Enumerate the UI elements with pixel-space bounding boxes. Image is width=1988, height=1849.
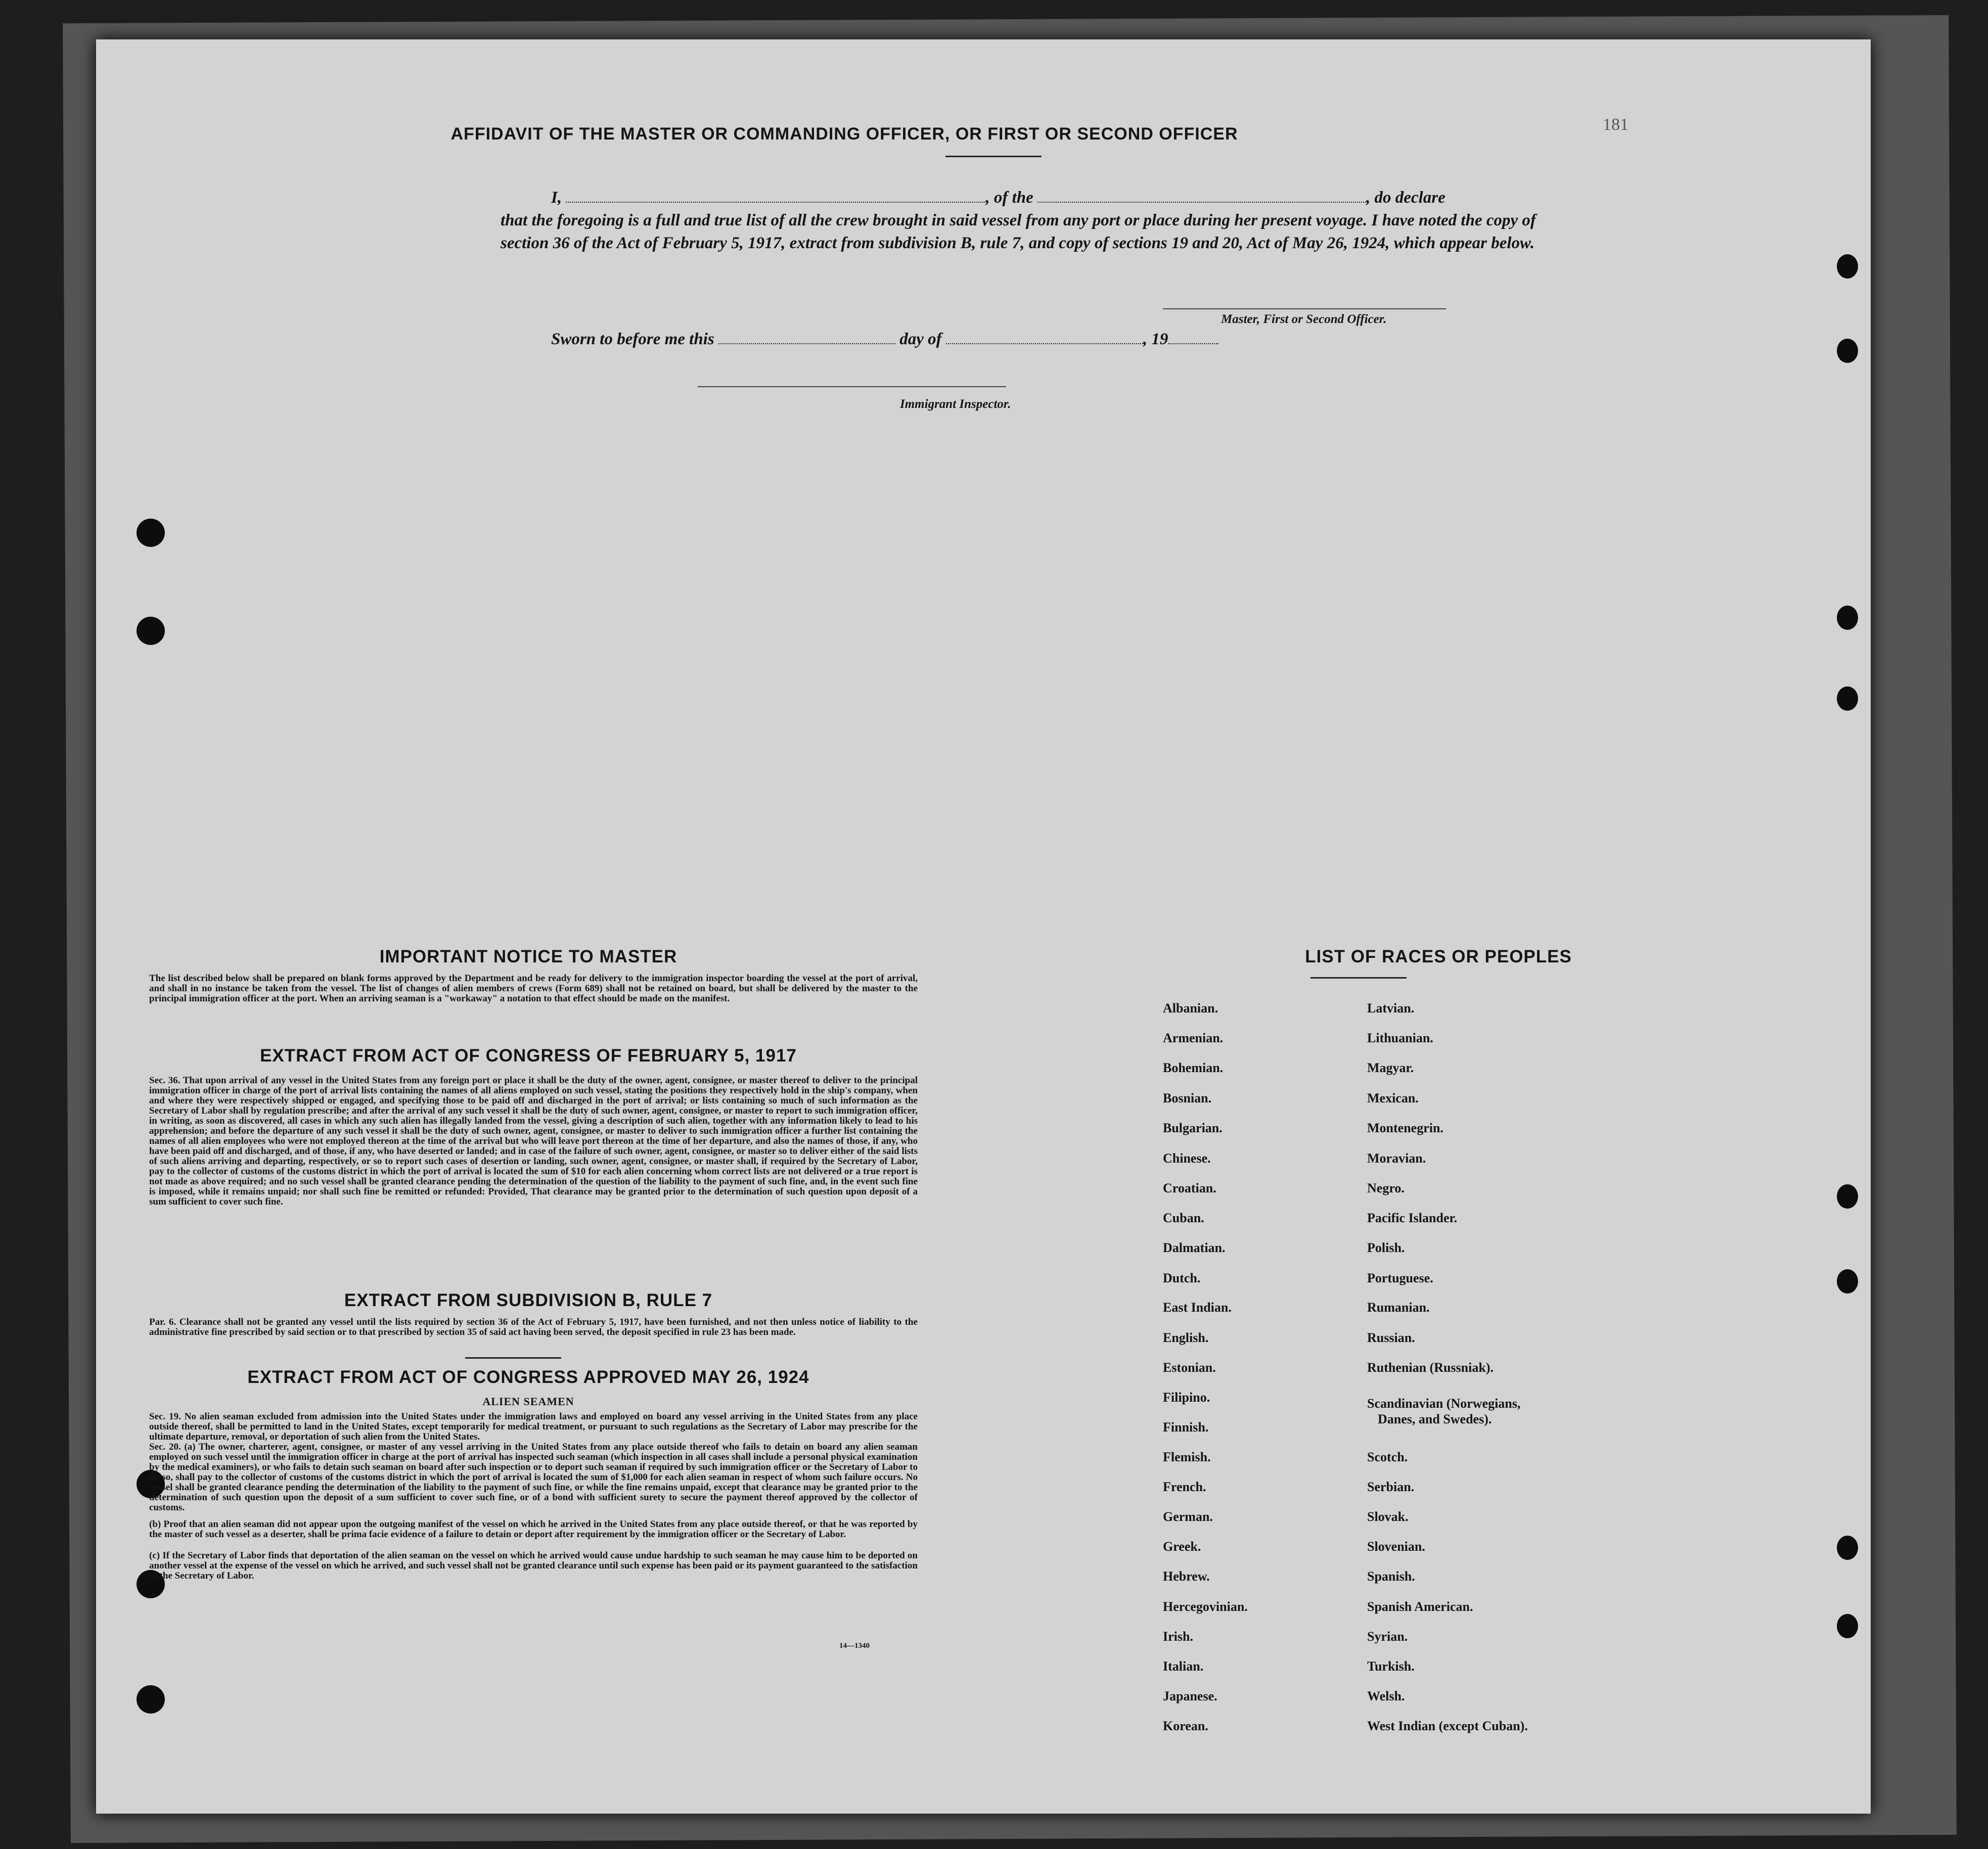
race-item: Magyar. xyxy=(1367,1060,1414,1075)
punch-hole xyxy=(1837,1269,1858,1293)
races-rule xyxy=(1311,977,1407,979)
race-item: Bosnian. xyxy=(1163,1091,1212,1105)
race-item: Estonian. xyxy=(1163,1360,1216,1375)
race-item: Lithuanian. xyxy=(1367,1031,1433,1045)
races-title: LIST OF RACES OR PEOPLES xyxy=(1305,947,1572,966)
extract-1917-body: Sec. 36. That upon arrival of any vessel in the United States from any foreign port or place it shall be the duty of the owner, agent, consignee, or master thereof to deliver to the principal immigration officer in charge of the port of arrival lists containing the names of all aliens employed on such vessel, stating the positions they respectively hold in the ship's company, when and where they were respectively shipped or engaged, and specifying those to be paid off and discharged in the port of arrival; or lists containing so much of such information as the Secretary of Labor shall by regulation prescribe; and after the arrival of any such vessel it shall be the duty of such owner, agent, consignee, or master to report to such immigration officer, in writing, as soon as discovered, all cases in which any such alien has illegally landed from the vessel, giving a description of such alien, together with any information likely to lead to his apprehension; and before the departure of any such vessel it shall be the duty of such owner, agent, consignee, or master to deliver to such immigration officer a further list containing the names of all alien employees who were not employed thereon at the time of the arrival but who will leave port thereon at the time of her departure, and also the names of those, if any, who have been paid off and discharged, and of those, if any, who have deserted or landed; and in case of the failure of such owner, agent, consignee, or master so to deliver either of the said lists of such aliens arriving and departing, respectively, or so to report such cases of desertion or landing, such owner, agent, consignee, or master shall, if required by the Secretary of Labor, pay to the collector of customs of the customs district in which the port of arrival is located the sum of $10 for each alien concerning whom correct lists are not delivered or a true report is not made as above required; and no such vessel shall be granted clearance pending the determination of the question of the liability to the payment of such fine, and, in the event such fine is imposed, while it remains unpaid; nor shall such fine be remitted or refunded: Provided, That clearance may be granted prior to the determination of such question upon deposit of a sum sufficient to cover such fine. xyxy=(149,1075,918,1207)
affidavit-title: AFFIDAVIT OF THE MASTER OR COMMANDING OFFICER, OR FIRST OR SECOND OFFICER xyxy=(450,124,1238,144)
punch-hole xyxy=(1837,686,1858,711)
punch-hole xyxy=(137,617,165,645)
race-item: Armenian. xyxy=(1163,1031,1224,1045)
notice-body: The list described below shall be prepared on blank forms approved by the Department and be ready for delivery to the immigration inspector boarding the vessel at the port of arrival, and shall in no instance be taken from the vessel. The list of changes of alien members of crews (Form 689) shall not be retained on board, but shall be delivered by the master to the principal immigration officer at the port. When an arriving seaman is a "workaway" a notation to that effect should be made on the manifest. xyxy=(149,973,918,1004)
race-item: Bohemian. xyxy=(1163,1060,1224,1075)
punch-hole xyxy=(137,519,165,547)
race-item: Portuguese. xyxy=(1367,1271,1433,1285)
race-item: Pacific Islander. xyxy=(1367,1211,1458,1225)
race-item: Dutch. xyxy=(1163,1271,1201,1285)
race-item: Scandinavian (Norwegians, xyxy=(1367,1396,1521,1411)
sworn-month-blank[interactable] xyxy=(946,343,1143,344)
race-item: Turkish. xyxy=(1367,1659,1415,1674)
form-number: 14—1340 xyxy=(839,1642,870,1650)
document-page xyxy=(96,39,1871,1814)
notice-title: IMPORTANT NOTICE TO MASTER xyxy=(379,947,677,966)
affidavit-body: that the foregoing is a full and true list of all the crew brought in said vessel from any port or place during her present voyage. I have noted the copy of section 36 of the Act of February 5, 1917, extract from subdivision B, rule 7, and copy of sections 19 and 20, Act of May 26, 1924, which appear below. xyxy=(501,211,1536,252)
race-item: French. xyxy=(1163,1480,1206,1494)
alien-seamen-heading: ALIEN SEAMEN xyxy=(482,1395,574,1408)
master-signature-line[interactable] xyxy=(1163,308,1446,309)
race-item: Slovenian. xyxy=(1367,1539,1425,1554)
race-item: Hercegovinian. xyxy=(1163,1599,1248,1614)
race-item: Syrian. xyxy=(1367,1629,1408,1644)
race-item: Finnish. xyxy=(1163,1420,1209,1435)
race-item: Italian. xyxy=(1163,1659,1204,1674)
year-label: , 19 xyxy=(1143,330,1168,348)
race-item: Moravian. xyxy=(1367,1151,1426,1166)
inspector-signature-label: Immigrant Inspector. xyxy=(900,397,1011,411)
affidavit-declaration-line xyxy=(551,189,1445,207)
sec20a-body: Sec. 20. (a) The owner, charterer, agent, consignee, or master of any vessel arriving in the United States from any place outside thereof who fails to detain on board any alien seaman employed on such vessel until the immigration officer in charge at the port of arrival has inspected such seaman (which inspection in all cases shall include a personal physical examination by the medical examiners), or who fails to detain such seaman on board after such inspection or to deport such seaman if required by such immigration officer or the Secretary of Labor to do so, shall pay to the collector of customs of the customs district in which the port of arrival is located the sum of $1,000 for each alien seaman in respect of whom such failure occurs. No vessel shall be granted clearance pending the determination of the liability to the payment of such fine, or while the fine remains unpaid, except that clearance may be granted prior to the determination of such question upon the deposit of a sum sufficient to cover such fine, or of a bond with sufficient surety to secure the payment thereof approved by the collector of customs. xyxy=(149,1442,918,1513)
punch-hole xyxy=(1837,1614,1858,1638)
do-declare-label: , do declare xyxy=(1366,189,1445,207)
extract-1917-title: EXTRACT FROM ACT OF CONGRESS OF FEBRUARY 5, 1917 xyxy=(260,1046,797,1066)
race-item: Latvian. xyxy=(1367,1001,1415,1015)
sworn-year-blank[interactable] xyxy=(1168,343,1218,344)
race-item: Greek. xyxy=(1163,1539,1201,1554)
master-signature-label: Master, First or Second Officer. xyxy=(1221,312,1387,326)
race-item: Danes, and Swedes). xyxy=(1378,1412,1492,1426)
race-item: Mexican. xyxy=(1367,1091,1419,1105)
race-item: Hebrew. xyxy=(1163,1569,1210,1584)
title-rule xyxy=(945,156,1042,157)
sec19-body: Sec. 19. No alien seaman excluded from admission into the United States under the immigration laws and employed on board any vessel arriving in the United States from any place outside thereof, shall be permitted to land in the United States, except temporarily for medical treatment, or pursuant to such regulations as the Secretary of Labor may prescribe for the ultimate departure, removal, or deportation of such alien from the United States. xyxy=(149,1411,918,1442)
race-item: Scotch. xyxy=(1367,1450,1408,1464)
race-item: Russian. xyxy=(1367,1330,1415,1345)
punch-hole xyxy=(137,1685,165,1714)
race-item: Irish. xyxy=(1163,1629,1193,1644)
punch-hole xyxy=(1837,254,1858,279)
sworn-line xyxy=(551,330,1218,349)
race-item: Ruthenian (Russniak). xyxy=(1367,1360,1494,1375)
punch-hole xyxy=(1837,1536,1858,1560)
race-item: Spanish American. xyxy=(1367,1599,1473,1614)
sec20b-body: (b) Proof that an alien seaman did not appear upon the outgoing manifest of the vessel on which he arrived in the United States from any place outside thereof, or that he was reported by the master of such vessel as a deserter, shall be prima facie evidence of a failure to detain or deport after requirement by the immigration officer or the Secretary of Labor. xyxy=(149,1519,918,1540)
sworn-label: Sworn to before me this xyxy=(551,330,714,348)
section-rule xyxy=(465,1357,561,1359)
race-item: Dalmatian. xyxy=(1163,1240,1226,1255)
race-item: Spanish. xyxy=(1367,1569,1415,1584)
name-blank[interactable] xyxy=(566,202,985,203)
race-item: Serbian. xyxy=(1367,1480,1415,1494)
punch-hole xyxy=(1837,1184,1858,1209)
race-item: Croatian. xyxy=(1163,1181,1216,1195)
day-of-label: day of xyxy=(899,330,942,348)
inspector-signature-line[interactable] xyxy=(698,386,1006,387)
race-item: Welsh. xyxy=(1367,1689,1405,1703)
vessel-blank[interactable] xyxy=(1037,202,1366,203)
page-number: 181 xyxy=(1603,115,1629,134)
race-item: Albanian. xyxy=(1163,1001,1218,1015)
race-item: West Indian (except Cuban). xyxy=(1367,1719,1528,1733)
race-item: English. xyxy=(1163,1330,1209,1345)
extract-1924-title: EXTRACT FROM ACT OF CONGRESS APPROVED MAY 26, 1924 xyxy=(247,1367,809,1387)
extract-rule7-body: Par. 6. Clearance shall not be granted any vessel until the lists required by section 36 of the Act of February 5, 1917, have been furnished, and not then unless notice of liability to the administrative fine prescribed by said section or to that prescribed by section 35 of said act having been served, the deposit specified in rule 23 has been made. xyxy=(149,1317,918,1337)
race-item: Japanese. xyxy=(1163,1689,1217,1703)
race-item: Filipino. xyxy=(1163,1390,1210,1405)
race-item: German. xyxy=(1163,1509,1213,1524)
race-item: Rumanian. xyxy=(1367,1300,1430,1315)
punch-hole xyxy=(1837,606,1858,630)
i-label: I, xyxy=(551,189,562,207)
race-item: Bulgarian. xyxy=(1163,1121,1223,1135)
race-item: Montenegrin. xyxy=(1367,1121,1443,1135)
race-item: Chinese. xyxy=(1163,1151,1211,1166)
race-item: Cuban. xyxy=(1163,1211,1204,1225)
sec20c-body: (c) If the Secretary of Labor finds that deportation of the alien seaman on the vessel on which he arrived would cause undue hardship to such seaman he may cause him to be deported on another vessel at the expense of the vessel on which he arrived, and such vessel shall not be granted clearance until such expense has been paid or its payment guaranteed to the satisfaction of the Secretary of Labor. xyxy=(149,1550,918,1581)
race-item: Korean. xyxy=(1163,1719,1208,1733)
punch-hole xyxy=(1837,339,1858,363)
of-the-label: , of the xyxy=(985,189,1033,207)
extract-rule7-title: EXTRACT FROM SUBDIVISION B, RULE 7 xyxy=(344,1290,713,1310)
race-item: Polish. xyxy=(1367,1240,1405,1255)
race-item: Slovak. xyxy=(1367,1509,1409,1524)
race-item: Flemish. xyxy=(1163,1450,1211,1464)
race-item: East Indian. xyxy=(1163,1300,1232,1315)
race-item: Negro. xyxy=(1367,1181,1405,1195)
sworn-day-blank[interactable] xyxy=(718,343,895,344)
